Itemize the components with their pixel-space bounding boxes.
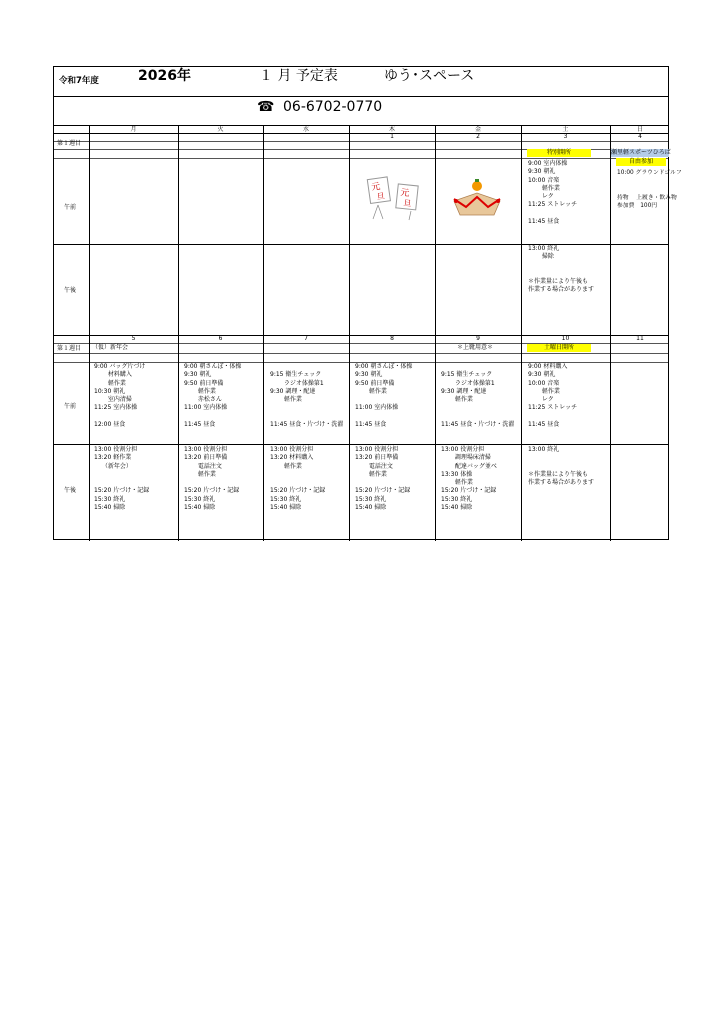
schedule-line — [528, 210, 577, 218]
schedule-line: 13:20 前日準備 — [355, 454, 399, 462]
svg-text:元: 元 — [370, 181, 382, 194]
schedule-line: 13:00 終礼 — [528, 446, 560, 453]
schedule-line: 軽作業 — [355, 470, 387, 478]
schedule-line: 13:20 軽作業 — [94, 454, 132, 462]
schedule-line: 15:30 終礼 — [355, 495, 387, 503]
schedule-line: 11:00 室内体操 — [184, 404, 228, 412]
date-9: 9 — [476, 335, 480, 342]
date-1: 1 — [390, 133, 394, 140]
schedule-line — [528, 454, 594, 462]
schedule-line: 9:00 朝さんぽ・体操 — [355, 363, 413, 370]
schedule-line: 11:25 ストレッチ — [528, 201, 578, 209]
week2-thu-pm — [355, 446, 410, 512]
schedule-line: 作業する場合があります — [528, 479, 595, 487]
schedule-line: 15:30 終礼 — [270, 495, 302, 503]
schedule-line: 9:15 衛生チェック — [270, 371, 322, 379]
schedule-line: 11:45 昼食・片づけ・洗濯 — [441, 421, 515, 429]
schedule-line: 15:20 片づけ・記録 — [270, 487, 326, 495]
schedule-line: 9:30 調理・配達 — [441, 387, 487, 395]
schedule-line — [617, 186, 682, 194]
fri-shoes-note: ＊上靴用意＊ — [457, 344, 494, 351]
schedule-line: レク — [528, 193, 554, 201]
schedule-line: 10:00 グラウンドゴルフ — [617, 170, 682, 176]
schedule-line: 15:40 掃除 — [441, 504, 473, 512]
schedule-line: 11:45 昼食 — [528, 421, 560, 429]
schedule-line — [528, 413, 577, 421]
date-8: 8 — [390, 335, 394, 342]
day-thu: 木 — [388, 126, 395, 133]
week2-mon-am — [94, 363, 145, 429]
day-tue: 火 — [217, 126, 224, 133]
schedule-line — [270, 404, 343, 412]
schedule-line: 9:50 前日準備 — [184, 379, 224, 387]
sun-free-participation: 自由参加 — [616, 158, 666, 166]
schedule-line: 軽作業 — [184, 470, 216, 478]
schedule-line: 13:00 役割分担 — [94, 446, 138, 453]
pm-label-week2: 午後 — [64, 487, 77, 494]
week2-mon-pm — [94, 446, 149, 512]
schedule-line: 15:30 終礼 — [184, 495, 216, 503]
date-11: 11 — [636, 335, 644, 342]
week2-fri-pm — [441, 446, 497, 512]
schedule-line: 13:20 前日準備 — [184, 454, 228, 462]
schedule-line: 13:00 終礼 — [528, 245, 560, 252]
schedule-line: 室内清掃 — [94, 396, 132, 404]
am-label-week1: 午前 — [64, 204, 77, 211]
am-label-week2: 午前 — [64, 403, 77, 410]
schedule-line: 13:20 材料購入 — [270, 454, 314, 462]
schedule-line: 持物 上履き・飲み物 — [617, 194, 677, 201]
schedule-line: 13:30 体操 — [441, 470, 473, 478]
schedule-line: 9:00 バッグ片づけ — [94, 363, 146, 370]
date-10: 10 — [561, 335, 570, 342]
schedule-line: 9:30 朝礼 — [528, 168, 556, 176]
schedule-line: 軽作業 — [270, 396, 302, 404]
schedule-line: 13:00 役割分担 — [270, 446, 314, 453]
sat-open-note: 土曜日開所 — [527, 344, 591, 352]
schedule-line: 材料購入 — [94, 371, 132, 379]
schedule-line — [441, 413, 514, 421]
schedule-line: 調理場床清掃 — [441, 454, 491, 462]
svg-text:旦: 旦 — [376, 191, 386, 202]
schedule-line: 軽作業 — [441, 396, 473, 404]
schedule-line: 軽作業 — [528, 184, 560, 192]
schedule-line: 電話注文 — [355, 462, 393, 470]
schedule-line: 参加費 100円 — [617, 203, 658, 210]
mon-newyear-party: （仮）新年会 — [92, 344, 129, 351]
date-4: 4 — [638, 133, 642, 140]
gantan-kites-image — [366, 173, 424, 221]
schedule-line: 9:15 衛生チェック — [441, 371, 493, 379]
schedule-line: 15:40 掃除 — [94, 504, 126, 512]
schedule-line: ＊作業量により午後も — [528, 278, 589, 286]
schedule-line: 軽作業 — [528, 387, 560, 395]
week2-sat-pm — [528, 446, 594, 487]
week2-wed-am — [270, 363, 343, 429]
week2-label: 第１週目 — [57, 345, 82, 352]
org-name: ゆう･スペース — [384, 68, 475, 84]
schedule-line — [94, 413, 145, 421]
sun-sports-event: 瀬里軽スポーツひろば — [611, 149, 671, 156]
schedule-line: 11:45 昼食 — [355, 421, 387, 429]
schedule-line: 9:00 室内体操 — [528, 160, 568, 167]
schedule-line: 15:40 掃除 — [355, 504, 387, 512]
schedule-line: ＊作業量により午後も — [528, 470, 589, 478]
day-wed: 水 — [302, 126, 309, 133]
schedule-line — [528, 463, 594, 471]
year: 2026年 — [138, 68, 191, 84]
week2-thu-am — [355, 363, 412, 429]
schedule-line: 13:00 役割分担 — [355, 446, 399, 453]
schedule-line: 9:30 朝礼 — [184, 371, 212, 379]
schedule-line: 電話注文 — [184, 462, 222, 470]
date-3: 3 — [563, 133, 568, 140]
schedule-line: 赤松さん — [184, 396, 222, 404]
day-sun: 日 — [636, 126, 643, 133]
schedule-line: 15:30 終礼 — [94, 495, 126, 503]
schedule-line: 9:00 朝さんぽ・体操 — [184, 363, 242, 370]
schedule-line: 11:45 昼食 — [528, 218, 560, 226]
schedule-line: レク — [528, 396, 554, 404]
day-mon: 月 — [130, 126, 137, 133]
date-6: 6 — [218, 335, 223, 342]
schedule-line: 15:20 片づけ・記録 — [94, 487, 150, 495]
phone-icon: ☎ — [257, 99, 275, 115]
phone-number: 06-6702-0770 — [283, 99, 383, 115]
page-title: １ 月 予定表 — [259, 68, 338, 84]
schedule-line: 9:30 調理・配達 — [270, 387, 316, 395]
schedule-line: 9:00 材料購入 — [528, 363, 568, 370]
schedule-line: 作業する場合があります — [528, 286, 595, 294]
day-fri: 金 — [474, 126, 481, 133]
schedule-line: 15:30 終礼 — [441, 495, 473, 503]
week2-wed-pm — [270, 446, 325, 512]
week1-sun-am — [617, 169, 682, 210]
schedule-line: 10:00 音楽 — [528, 176, 560, 184]
schedule-line: 13:00 役割分担 — [441, 446, 485, 453]
schedule-line: 10:00 音楽 — [528, 379, 560, 387]
schedule-line: 掃除 — [528, 253, 554, 261]
schedule-line: 13:00 役割分担 — [184, 446, 228, 453]
schedule-line: 配達バッグ並べ — [441, 462, 497, 470]
week2-sat-am — [528, 363, 577, 429]
new-year-gift-image — [450, 177, 504, 221]
schedule-line: 9:30 朝礼 — [528, 371, 556, 379]
schedule-line: 軽作業 — [184, 387, 216, 395]
schedule-line — [355, 413, 412, 421]
schedule-line: 11:45 昼食・片づけ・洗濯 — [270, 421, 344, 429]
schedule-line: ラジオ体操第1 — [441, 379, 495, 387]
schedule-line: 軽作業 — [94, 379, 126, 387]
date-2: 2 — [476, 133, 480, 140]
schedule-line: 11:25 室内体操 — [94, 404, 138, 412]
schedule-line: 15:20 片づけ・記録 — [184, 487, 240, 495]
schedule-line — [94, 471, 149, 479]
schedule-sheet — [53, 66, 682, 540]
schedule-line: 15:40 掃除 — [184, 504, 216, 512]
schedule-line: ラジオ体操第1 — [270, 379, 324, 387]
schedule-line — [270, 471, 325, 479]
schedule-line: 15:20 片づけ・記録 — [441, 487, 497, 495]
schedule-line: 11:45 昼食 — [184, 421, 216, 429]
schedule-line: 15:40 掃除 — [270, 504, 302, 512]
schedule-line — [528, 270, 594, 278]
schedule-line: 軽作業 — [441, 479, 473, 487]
pm-label-week1: 午後 — [64, 287, 77, 294]
svg-text:旦: 旦 — [402, 198, 412, 209]
schedule-line: 軽作業 — [270, 462, 302, 470]
date-7: 7 — [304, 335, 308, 342]
fiscal-year: 令和7年度 — [59, 76, 99, 86]
schedule-line: 11:25 ストレッチ — [528, 404, 578, 412]
schedule-line: 15:20 片づけ・記録 — [355, 487, 411, 495]
schedule-line: 軽作業 — [355, 387, 387, 395]
week1-sat-am — [528, 160, 577, 226]
schedule-line — [184, 413, 241, 421]
schedule-line: 10:30 朝礼 — [94, 387, 126, 395]
schedule-line: 9:30 朝礼 — [355, 371, 383, 379]
week2-fri-am — [441, 363, 514, 429]
svg-text:元: 元 — [399, 188, 410, 200]
week1-sat-pm — [528, 245, 594, 295]
schedule-line: 9:50 前日準備 — [355, 379, 395, 387]
sat-special-open: 特別開所 — [527, 149, 591, 157]
schedule-line: 12:00 昼食 — [94, 421, 126, 429]
schedule-line — [528, 262, 594, 270]
schedule-line: 11:00 室内体操 — [355, 404, 399, 412]
week2-tue-am — [184, 363, 241, 429]
week1-label: 第１週目 — [57, 140, 82, 147]
schedule-line — [270, 413, 343, 421]
week2-tue-pm — [184, 446, 239, 512]
schedule-line — [617, 177, 682, 185]
date-5: 5 — [131, 335, 136, 342]
schedule-line: （新年会） — [94, 462, 132, 470]
schedule-line — [441, 404, 514, 412]
day-sat: 土 — [562, 126, 569, 133]
